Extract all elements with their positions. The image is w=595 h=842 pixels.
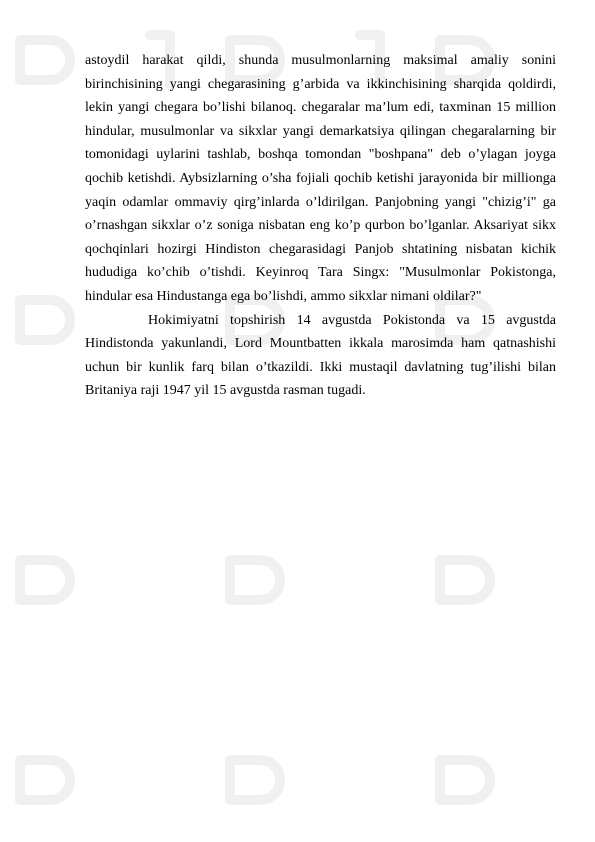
paragraph-2: Hokimiyatni topshirish 14 avgustda Pokistonda va 15 avgustda Hindistonda yakunlandi, Lord Mountbatten ikkala marosimda ham qatnashishi uchun bir kunlik farq bilan o’tkazildi. Ikki mustaqil davlatning tug’ilishi bilan Britaniya raji 1947 yil 15 avgustda rasman tugadi. <box>85 312 556 399</box>
paragraph-1: astoydil harakat qildi, shunda musulmonlarning maksimal amaliy sonini birinchisining yangi chegarasining g’arbida va ikkinchisining sharqida qoldirdi, lekin yangi chegara bo’lishi bilanoq. chegaralar ma’lum edi, taxminan 15 million hindular, musulmonlar va sikxlar yangi demarkatsiya qilingan chegaralarning bir tomonidagi uylarini tashlab, boshqa tomondan "boshpana" deb o’ylagan joyga qochib ketishdi. Aybsizlarning o’sha fojiali qochib ketishi jarayonida bir millionga yaqin odamlar ommaviy qirg’inlarda o’ldirilgan. Panjobning yangi "chizig’i" ga o’rnashgan sikxlar o’z soniga nisbatan eng ko’p qurbon bo’lganlar. Aksariyat sikx qochqinlari hozirgi Hindiston chegarasidagi Panjob shtatining nisbatan kichik hududiga ko’chib o’tishdi. Keyinroq Tara Singx: "Musulmonlar Pokistonga, hindular esa Hindustanga ega bo’lishdi, ammo sikxlar nimani oldilar?" <box>85 53 556 304</box>
document-body <box>85 49 556 403</box>
